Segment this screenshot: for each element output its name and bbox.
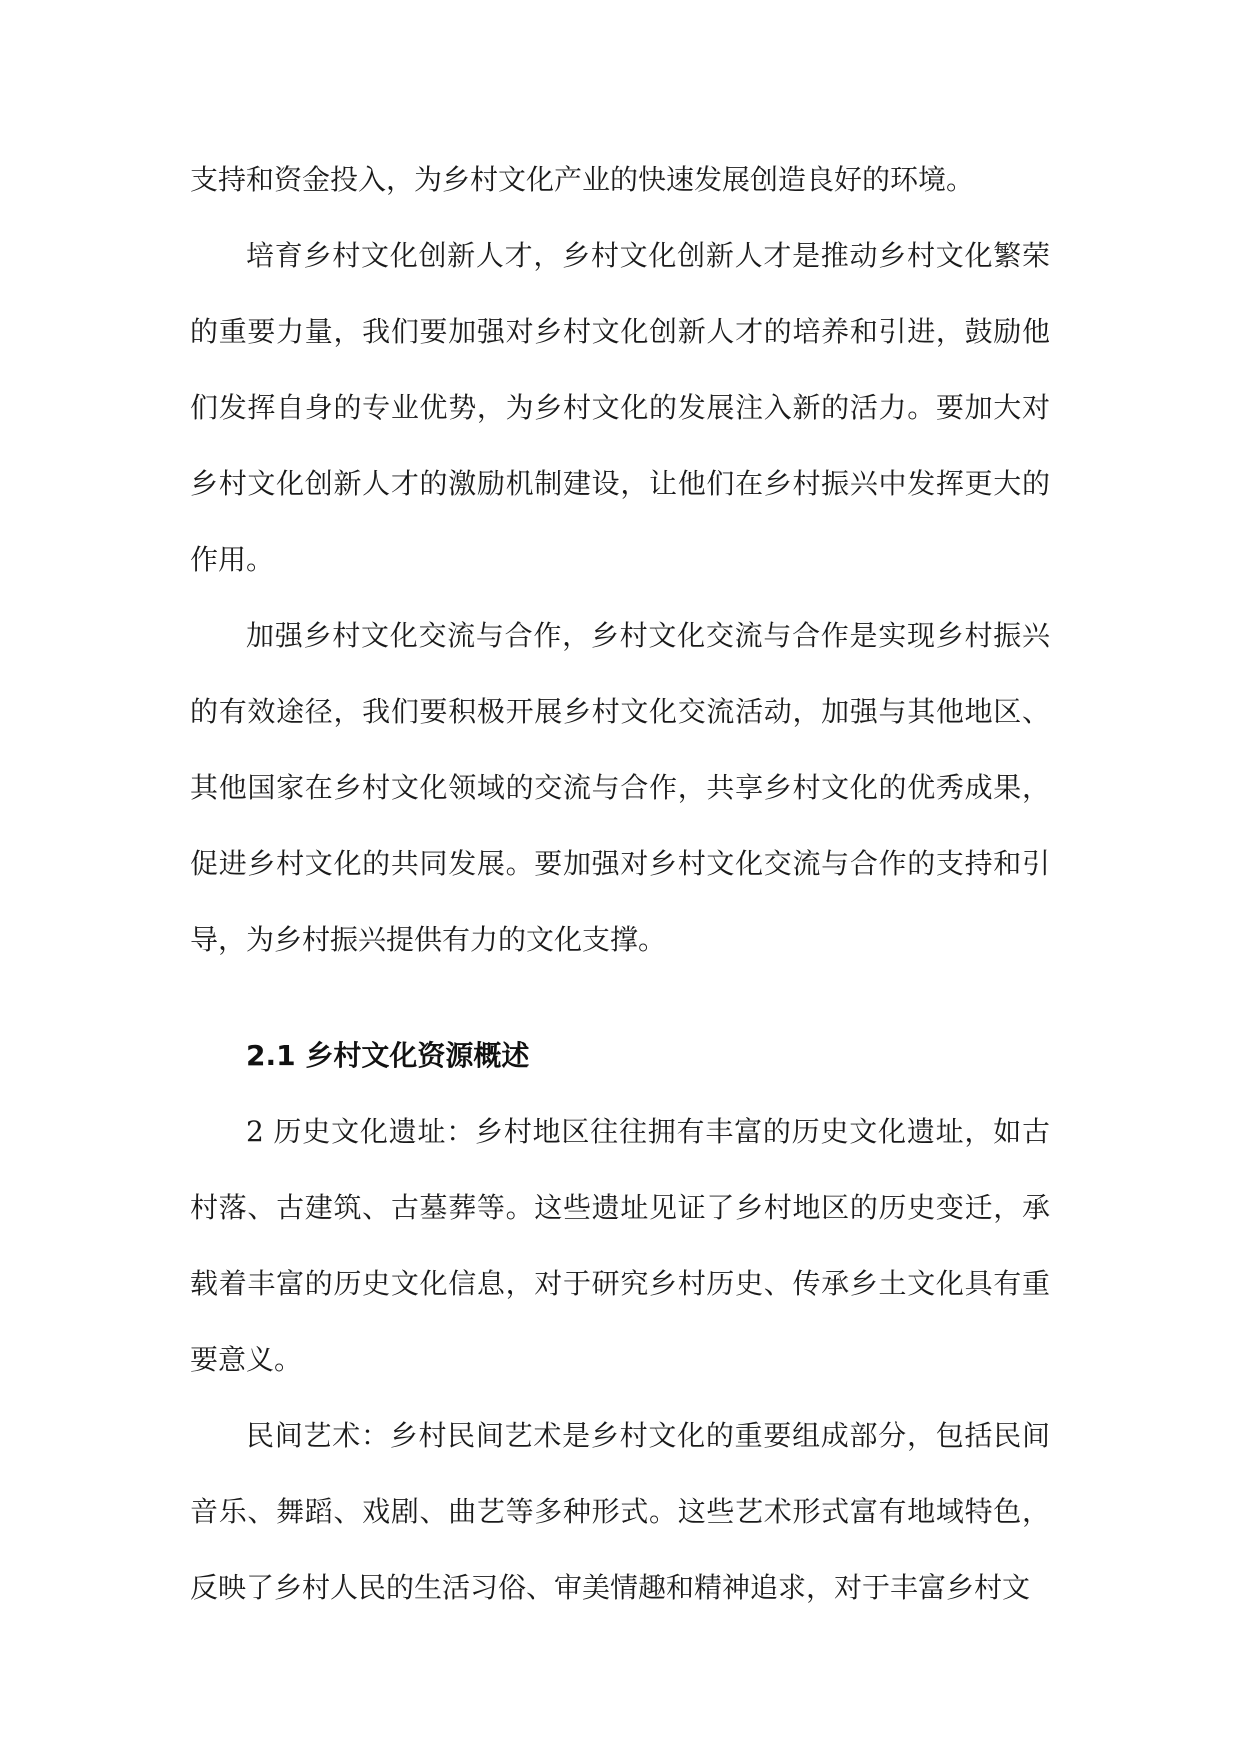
document-body (190, 142, 1050, 1626)
paragraph-heritage-sites: 2 历史文化遗址：乡村地区往往拥有丰富的历史文化遗址，如古村落、古建筑、古墓葬等。这些遗址见证了乡村地区的历史变迁，承载着丰富的历史文化信息，对于研究乡村历史、传承乡土文化具有重要意义。 (190, 1115, 1050, 1376)
paragraph-exchange: 加强乡村文化交流与合作，乡村文化交流与合作是实现乡村振兴的有效途径，我们要积极开展乡村文化交流活动，加强与其他地区、其他国家在乡村文化领域的交流与合作，共享乡村文化的优秀成果，促进乡村文化的共同发展。要加强对乡村文化交流与合作的支持和引导，为乡村振兴提供有力的文化支撑。 (190, 619, 1050, 956)
paragraph-folk-art: 民间艺术：乡村民间艺术是乡村文化的重要组成部分，包括民间音乐、舞蹈、戏剧、曲艺等多种形式。这些艺术形式富有地域特色，反映了乡村人民的生活习俗、审美情趣和精神追求，对于丰富乡村文 (190, 1419, 1050, 1604)
paragraph-continuation: 支持和资金投入，为乡村文化产业的快速发展创造良好的环境。 (190, 163, 975, 196)
paragraph-talent: 培育乡村文化创新人才，乡村文化创新人才是推动乡村文化繁荣的重要力量，我们要加强对乡村文化创新人才的培养和引进，鼓励他们发挥自身的专业优势，为乡村文化的发展注入新的活力。要加大对乡村文化创新人才的激励机制建设，让他们在乡村振兴中发挥更大的作用。 (190, 239, 1050, 576)
section-heading: 2.1 乡村文化资源概述 (246, 1039, 530, 1072)
